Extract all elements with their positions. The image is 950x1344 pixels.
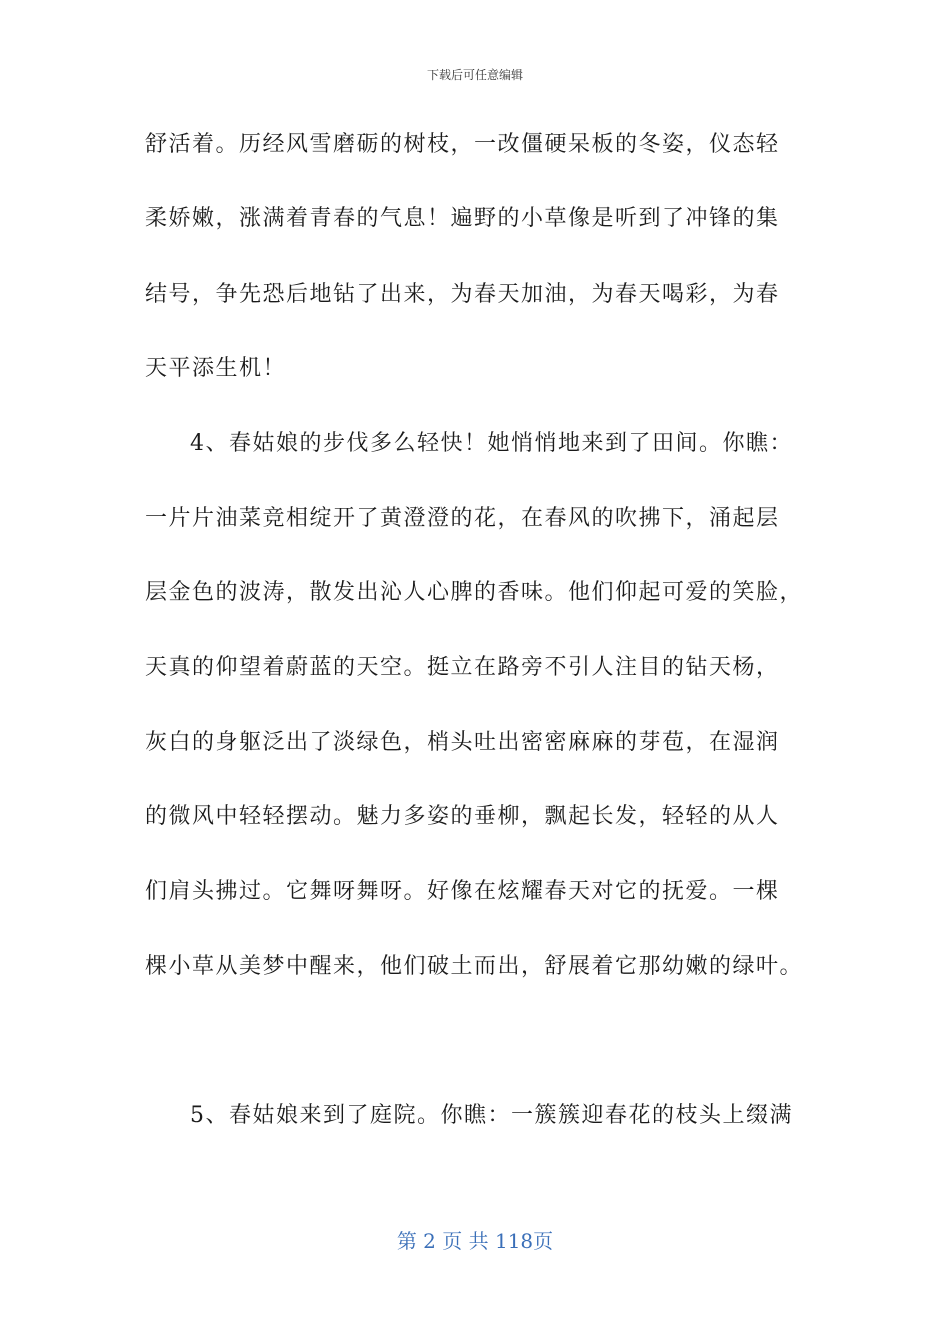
text-line: 们肩头拂过。它舞呀舞呀。好像在炫耀春天对它的抚爱。一棵 [145, 879, 780, 904]
page-header: 下载后可任意编辑 [426, 68, 523, 82]
text-line: 层金色的波涛，散发出沁人心脾的香味。他们仰起可爱的笑脸， [145, 580, 804, 605]
paragraph-start-line: 5、春姑娘来到了庭院。你瞧：一簇簇迎春花的枝头上缀满 [190, 1103, 793, 1128]
text-line: 灰白的身躯泛出了淡绿色，梢头吐出密密麻麻的芽苞，在湿润 [145, 730, 780, 755]
text-line: 天平添生机！ [145, 356, 287, 381]
text-line: 舒活着。历经风雪磨砺的树枝，一改僵硬呆板的冬姿，仪态轻 [145, 132, 780, 157]
text-line: 棵小草从美梦中醒来，他们破土而出，舒展着它那幼嫩的绿叶。 [145, 954, 804, 979]
text-line: 的微风中轻轻摆动。魅力多姿的垂柳，飘起长发，轻轻的从人 [145, 804, 780, 829]
text-line: 结号，争先恐后地钻了出来，为春天加油，为春天喝彩，为春 [145, 282, 780, 307]
text-line: 一片片油菜竞相绽开了黄澄澄的花，在春风的吹拂下，涌起层 [145, 506, 780, 531]
text-line: 柔娇嫩，涨满着青春的气息！遍野的小草像是听到了冲锋的集 [145, 206, 780, 231]
text-line: 天真的仰望着蔚蓝的天空。挺立在路旁不引人注目的钻天杨， [145, 655, 780, 680]
paragraph-start-line: 4、春姑娘的步伐多么轻快！她悄悄地来到了田间。你瞧： [190, 431, 793, 456]
page-footer: 第 2 页 共 118页 [396, 1229, 554, 1253]
